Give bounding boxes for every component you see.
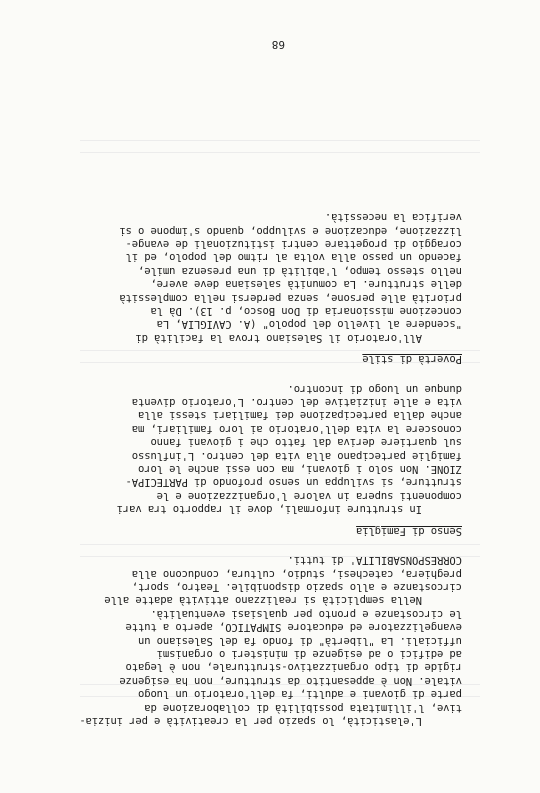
text-line: coraggio di progettare centri istituzionali de evange-	[125, 238, 462, 250]
text-line: dunque un luogo di incontro.	[287, 382, 462, 395]
document-body	[67, 210, 462, 727]
paragraph-poverta-di-stile	[67, 210, 462, 344]
text-line: ufficiali. La "libertà" di fondo fa del Salesiano un	[138, 634, 462, 647]
text-line: Nella semplicità si realizzano attività adatte alle	[104, 594, 422, 607]
text-line: verifica la necessità.	[324, 211, 462, 224]
text-line: In strutture informali, dove il rapporto tra vari	[116, 503, 422, 516]
text-line: concezione missionaria di Don Bosco, p. 13). Dà la	[150, 305, 462, 318]
text-line: priorità alle persone, senza perdersi nella complessità	[119, 291, 462, 304]
text-line: "scendere al livello del popolo" (A. CAVIGLIA, La	[156, 318, 462, 331]
text-line: ad edifici o ad esigenze di ministeri o organismi	[156, 647, 462, 660]
text-line: lizzazione, educazione e sviluppo, quando s'impone o si	[119, 224, 462, 237]
text-line: preghiera, catechesi, studio, cultura, conducono alla	[131, 567, 462, 580]
text-line: nello stesso tempo, l'abilità di una presenza umile,	[138, 264, 462, 277]
text-line: delle strutture. La comunità salesiana deve avere,	[150, 278, 462, 291]
bleed-through-line	[80, 140, 480, 141]
text-line: famiglie partecipano alla vita del centro. L'influsso	[131, 449, 462, 462]
text-line: vitale. Non è appesantito da strutture, non ha esigenze	[119, 674, 462, 687]
paragraph-elasticita	[67, 553, 462, 727]
text-line: componenti supera in valore l'organizzazione e le	[156, 489, 462, 502]
text-line: evangelizzatore ed educatore SIMPATICO, aperto a tutte	[125, 621, 462, 634]
section-heading-poverta-di-stile: Povertà di stile	[362, 353, 462, 366]
text-line: strutture, si sviluppa un senso profondo di PARTECIPA-	[125, 476, 462, 489]
bleed-through-line	[80, 152, 480, 153]
text-line: facendo un passo alla volta al ritmo del popolo, ed il	[125, 251, 462, 264]
text-line: vita e alle iniziative del centro. L'oratorio diventa	[131, 396, 462, 409]
text-line: anche dalla partecipazione dei familiari stessi alla	[138, 409, 462, 422]
paragraph-senso-di-famiglia	[67, 381, 462, 515]
text-line: L'elasticità, lo spazio per la creatività e per inizia-	[79, 715, 422, 727]
text-line: CORRESPONSABILITA' di tutti.	[287, 554, 462, 567]
text-line: le circostanze e pronto per qualsiasi eventualità.	[150, 607, 462, 620]
text-line: All'oratorio il Salesiano trova la facilità di	[135, 331, 422, 344]
section-heading-senso-di-famiglia: Senso di Famiglia	[356, 524, 462, 537]
text-line: conoscere la vita dell'oratorio ai loro familiari, ma	[131, 422, 462, 435]
text-line: tive, l'illimitata possibilità di collaborazione da	[144, 701, 462, 714]
page-number: 68	[271, 38, 285, 51]
text-line: circostanze e allo spazio disponibile. Teatro, sport,	[131, 580, 462, 593]
text-line: sul quartiere deriva dal fatto che i giovani fanno	[150, 436, 462, 449]
text-line: ZIONE. Non solo i giovani, ma con essi anche le loro	[138, 463, 462, 476]
text-line: parte di giovani e adulti, fa dell'oratorio un luogo	[138, 688, 462, 701]
text-line: rigide di tipo organizzativo-strutturale, non è legato	[125, 661, 462, 674]
